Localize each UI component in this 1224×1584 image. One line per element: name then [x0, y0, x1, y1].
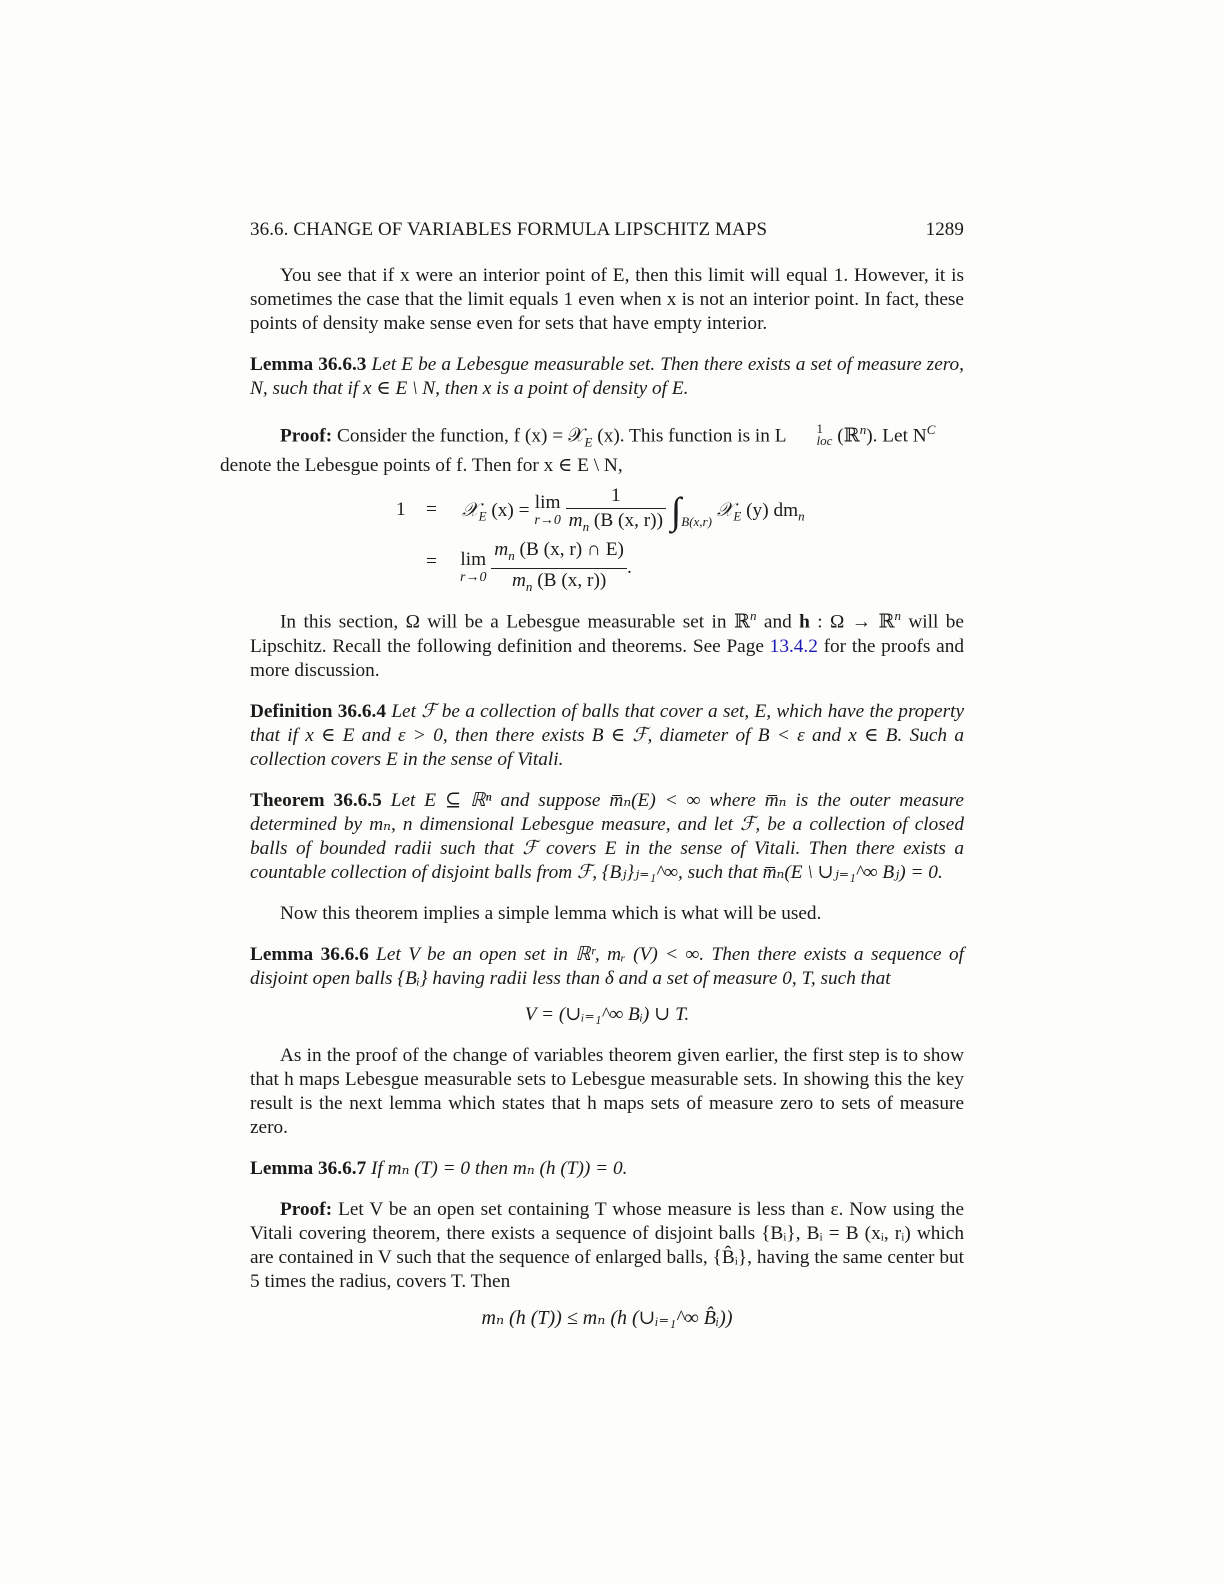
section-title: 36.6. CHANGE OF VARIABLES FORMULA LIPSCHITZ MAPS: [250, 219, 768, 240]
lemma-text: Let E be a Lebesgue measurable set. Then there exists a set of measure zero, N, such that if x ∈ E \ N, then x is a point of density of E.: [250, 354, 964, 399]
equation-measure-bound: mₙ (h (T)) ≤ mₙ (h (∪ᵢ₌₁^∞ B̂ᵢ)): [481, 1306, 733, 1329]
definition-36-6-4: Definition 36.6.4 Let ℱ be a collection of balls that cover a set, E, which have the property that if x ∈ E and ε > 0, then there exists B ∈ ℱ, diameter of B < ε and x ∈ B. Such a collection covers E in the sense of Vitali.: [250, 700, 964, 770]
page-content: [220, 218, 964, 1347]
proof-text-a: Consider the function, f (x) = 𝒳: [336, 425, 585, 447]
equation-row-2: lim r→0 $\frac{m_n (B (x, r) \cap E)}{m_n (B (x, r))}$ .: [460, 539, 632, 594]
theorem-36-6-5: Theorem 36.6.5 Let E ⊆ ℝⁿ and suppose m̅ₙ(E) < ∞ where m̅ₙ is the outer measure determined by mₙ, n dimensional Lebesgue measure, and let ℱ, be a collection of closed balls of bounded radii such that ℱ covers E in the sense of Vitali. Then there exists a countable collection of disjoint balls from ℱ, {Bⱼ}ⱼ₌₁^∞, such that m̅ₙ(E \ ∪ⱼ₌₁^∞ Bⱼ) = 0.: [250, 789, 964, 883]
equation-v-decomposition: V = (∪ᵢ₌₁^∞ Bᵢ) ∪ T.: [524, 1003, 690, 1025]
running-header: [250, 218, 964, 242]
lemma-label: Lemma 36.6.3: [250, 354, 367, 375]
proof-lemma-36-6-7: Proof: Let V be an open set containing T whose measure is less than ε. Now using the Vitali covering theorem, there exists a sequence of disjoint balls {Bᵢ}, Bᵢ = B (xᵢ, rᵢ) which are contained in V such that the sequence of enlarged balls, {B̂ᵢ}, having the same center but 5 times the radius, covers T. Then: [250, 1198, 964, 1292]
proof-label: Proof:: [280, 425, 333, 447]
proof-text-c: (ℝ: [837, 425, 860, 447]
paragraph-density: You see that if x were an interior point of E, then this limit will equal 1. However, it is sometimes the case that the limit equals 1 even when x is not an interior point. In fact, these points of density make sense even for sets that have empty interior.: [250, 265, 964, 334]
proof-text-b: (x). This function is in L: [597, 425, 787, 447]
density-equation: 1 = 𝒳$_E$ (x) = lim r→0 $\frac{1}{m_n (B (x, r))}$ $\int_{B(x,r)}$ 𝒳$_E$ (y) $dm_n$ = lim r→0 $\frac{m_n (B (x, r) \cap E)}{m_n (B (x, r))}$ .: [250, 484, 964, 590]
paragraph-lipschitz: In this section, Ω will be a Lebesgue measurable set in ℝ$^n$ and h : Ω → ℝ$^n$ will be Lipschitz. Recall the following definition and theorems. See Page 13.4.2 for the proofs and more discussion.: [250, 608, 964, 681]
equation-row-1: 1: [396, 499, 406, 521]
lemma-36-6-6: Lemma 36.6.6 Let V be an open set in ℝʳ, mᵣ (V) < ∞. Then there exists a sequence of disjoint open balls {Bᵢ} having radii less than δ and a set of measure 0, T, such that: [250, 943, 964, 989]
paragraph-measurable-sets: As in the proof of the change of variables theorem given earlier, the first step is to show that h maps Lebesgue measurable sets to Lebesgue measurable sets. In showing this the key result is the next lemma which states that h maps sets of measure zero to sets of measure zero.: [250, 1044, 964, 1138]
proof-lemma-36-6-3: Proof: Consider the function, f (x) = 𝒳$_E$ (x). This function is in L 1 loc (ℝ$^n$). Let $N^C$ denote the Lebesgue points of f. Then for x ∈ E \ N,: [220, 421, 936, 477]
integral-sign: ∫: [670, 490, 682, 533]
proof-line2: denote the Lebesgue points of f. Then for x ∈ E \ N,: [220, 455, 623, 477]
paragraph-simple-lemma: Now this theorem implies a simple lemma which is what will be used.: [280, 902, 822, 924]
page-reference-link[interactable]: 13.4.2: [769, 635, 818, 657]
lemma-36-6-3: [250, 353, 964, 401]
proof-text-d: ). Let N: [866, 425, 927, 447]
page-number: 1289: [925, 219, 964, 240]
lemma-36-6-7: Lemma 36.6.7 If mₙ (T) = 0 then mₙ (h (T)) = 0.: [250, 1157, 628, 1179]
